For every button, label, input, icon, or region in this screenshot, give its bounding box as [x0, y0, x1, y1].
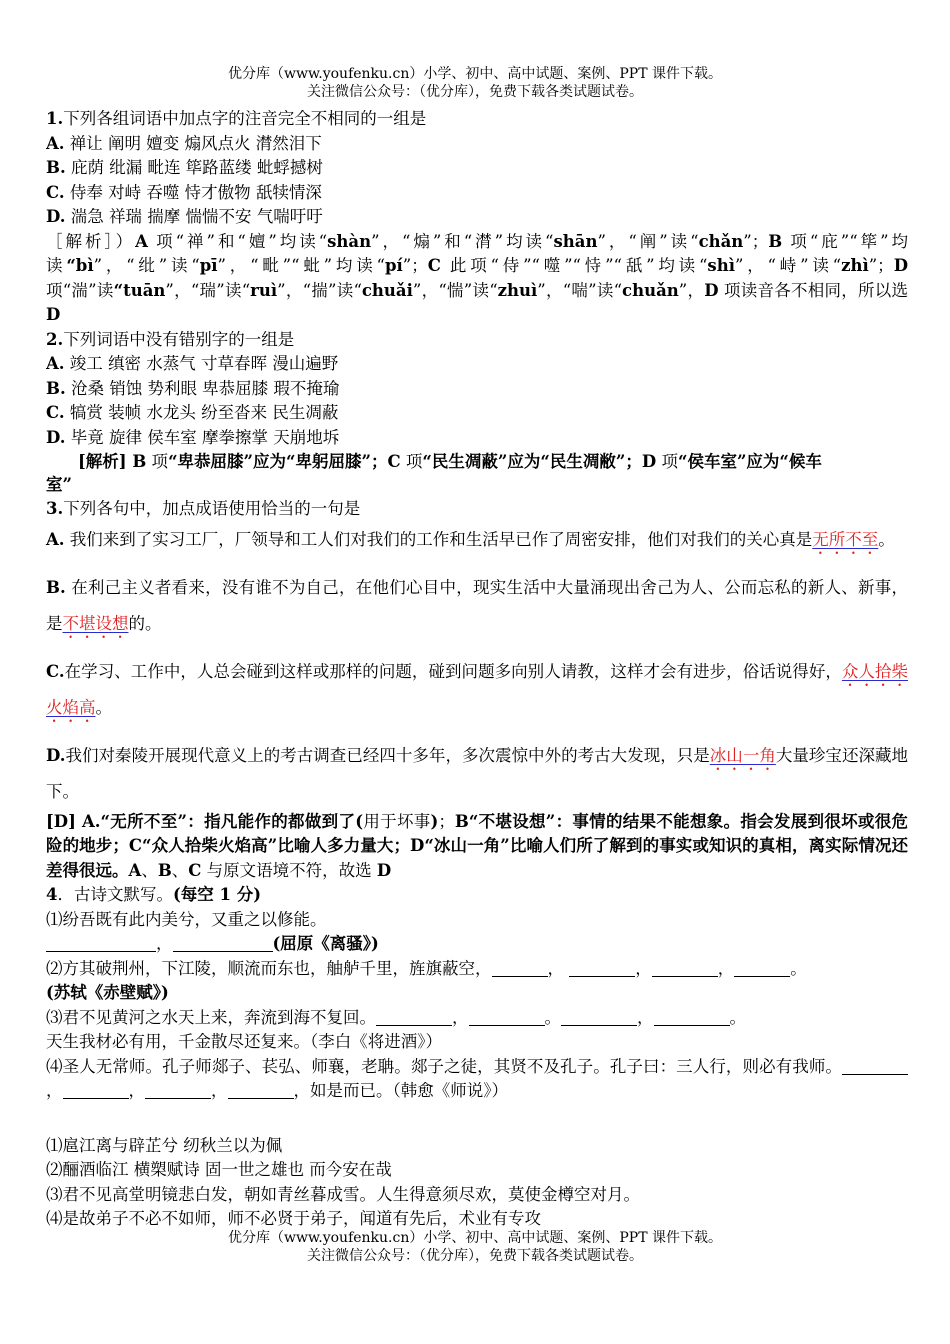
idiom-bukanshexiang: 不堪设想: [62, 613, 129, 633]
header-line-1: 优分库（www.youfenku.cn）小学、初中、高中试题、案例、PPT 课件下载。: [227, 66, 722, 82]
blank[interactable]: [63, 1082, 129, 1099]
blank[interactable]: [492, 960, 548, 977]
q2-option-a: A. 竣工 缜密 水蒸气 寸草春晖 漫山遍野: [46, 354, 339, 373]
q1-explanation: ［解析］）A 项“禅”和“嬗”均读“shàn”，“煽”和“潸”均读“shān”，“阐”读“chǎn”；B 项“庇”“筚”均读“bì”，“纰”读“pī”，“毗”“蚍”均读“pí”；C 此项“侍”“噬”“恃”“舐”均读“shì”，“峙”读“zhì”；D 项“湍”读“tuān”，“瑞”读“ruì”，“揣”读“chuǎi”，“惴”读“zhuì”，“喘”读“chuǎn”，D 项读音各不相同，所以选 D: [46, 231, 909, 324]
answer-2: ⑵酾酒临江 横槊赋诗 固一世之雄也 而今安在哉: [46, 1160, 392, 1179]
blank[interactable]: [173, 935, 273, 952]
q3-option-d: D.我们对秦陵开展现代意义上的考古调查已经四十多年，多次震惊中外的考古大发现，只是冰山一角大量珍宝还深藏地下。: [46, 745, 909, 801]
blank[interactable]: [652, 960, 718, 977]
answer-3: ⑶君不见高堂明镜悲白发，朝如青丝暮成雪。人生得意须尽欢，莫使金樽空对月。: [46, 1184, 640, 1204]
q3-option-c: C.在学习、工作中，人总会碰到这样或那样的问题，碰到问题多向别人请教，这样才会有进步，俗话说得好，众人拾柴火焰高。: [46, 661, 909, 717]
header-line-2: 关注微信公众号：（优分库），免费下载各类试题试卷。: [307, 84, 643, 100]
q4-part-1: ⑴纷吾既有此内美兮，又重之以修能。: [46, 909, 327, 929]
q1-option-a: A. 禅让 阐明 嬗变 煽风点火 潸然泪下: [46, 133, 322, 153]
q4-part-3: ⑶君不见黄河之水天上来，奔流到海不复回。 ， 。 ， 。: [46, 1007, 746, 1027]
answer-4: ⑷是故弟子不必不如师，师不必贤于弟子，闻道有先后，术业有专攻: [46, 1209, 541, 1228]
footer-line-1: 优分库（www.youfenku.cn）小学、初中、高中试题、案例、PPT 课件下载。: [227, 1230, 722, 1246]
idiom-zhongrenshichai: 众人拾柴火焰高: [46, 661, 909, 717]
blank[interactable]: [469, 1009, 545, 1026]
q3-option-b: B. 在利己主义者看来，没有谁不为自己，在他们心目中，现实生活中大量涌现出舍己为人、公而忘私的新人、新事，是不堪设想的。: [46, 577, 908, 633]
q4-part-4: ⑷圣人无常师。孔子师郯子、苌弘、师襄，老聃。郯子之徒，其贤不及孔子。孔子曰：三人行，则必有我师。， ， ， ，如是而已。（韩愈《师说》）: [46, 1055, 908, 1104]
blank[interactable]: [842, 1058, 908, 1075]
q4-part-2-source: (苏轼《赤壁赋》): [46, 983, 169, 1002]
q3-explanation: [D] A.“无所不至”：指凡能作的都做到了(用于坏事)；B“不堪设想”：事情的结果不能想象。指会发展到很坏或很危险的地步；C“众人拾柴火焰高”比喻人多力量大；D“冰山一角”比喻人们所了解到的事实或知识的真相，离实际情况还差得很远。A、B、C 与原文语境不符，故选 D: [46, 811, 909, 880]
blank[interactable]: [46, 935, 156, 952]
q4-part-1-blanks: ， (屈原《离骚》): [46, 932, 908, 957]
q2-option-b: B. 沧桑 销蚀 势利眼 卑恭屈膝 瑕不掩瑜: [46, 378, 340, 398]
blank[interactable]: [569, 960, 635, 977]
q1-option-b: B. 庇荫 纰漏 毗连 筚路蓝缕 蚍蜉撼树: [46, 158, 323, 177]
q4-part-2: ⑵方其破荆州，下江陵，顺流而东也，舳舻千里，旌旗蔽空， ， ， ， 。: [46, 958, 807, 978]
blank[interactable]: [654, 1009, 730, 1026]
q2-explanation: [解析] B 项“卑恭屈膝”应为“卑躬屈膝”；C 项“民生凋蔽”应为“民生凋敝”；D 项“侯车室”应为“候车: [78, 452, 822, 471]
q4-part-3-line-2: 天生我材必有用，千金散尽还复来。（李白《将进酒》）: [46, 1032, 442, 1051]
idiom-wusuobuzhi: 无所不至: [812, 529, 879, 549]
q4-stem: 4．古诗文默写。(每空 1 分): [46, 885, 262, 904]
q2-option-d: D. 毕竟 旋律 侯车室 摩拳擦掌 天崩地坼: [46, 427, 340, 447]
q1-option-d: D. 湍急 祥瑞 揣摩 惴惴不安 气喘吁吁: [46, 207, 323, 226]
q2-stem: 2.下列词语中没有错别字的一组是: [46, 329, 295, 349]
q2-explanation-end: 室”: [46, 474, 72, 494]
blank[interactable]: [376, 1009, 452, 1026]
footer-line-2: 关注微信公众号：（优分库），免费下载各类试题试卷。: [307, 1248, 643, 1264]
q1-stem: 1.下列各组词语中加点字的注音完全不相同的一组是: [46, 109, 427, 128]
q3-stem: 3.下列各句中，加点成语使用恰当的一句是: [46, 499, 361, 518]
blank[interactable]: [145, 1082, 211, 1099]
q2-option-c: C. 犒赏 装帧 水龙头 纷至沓来 民生凋蔽: [46, 403, 339, 422]
idiom-bingshanyijiao: 冰山一角: [709, 745, 776, 765]
document-body: [46, 107, 908, 1232]
blank[interactable]: [561, 1009, 637, 1026]
q1-option-c: C. 侍奉 对峙 吞噬 恃才傲物 舐犊情深: [46, 182, 322, 202]
q3-option-a: A. 我们来到了实习工厂，厂领导和工人们对我们的工作和生活早已作了周密安排，他们对我们的关心真是无所不至。: [46, 529, 895, 549]
answer-1: ⑴扈江离与辟芷兮 纫秋兰以为佩: [46, 1135, 283, 1155]
blank[interactable]: [228, 1082, 294, 1099]
blank[interactable]: [734, 960, 790, 977]
